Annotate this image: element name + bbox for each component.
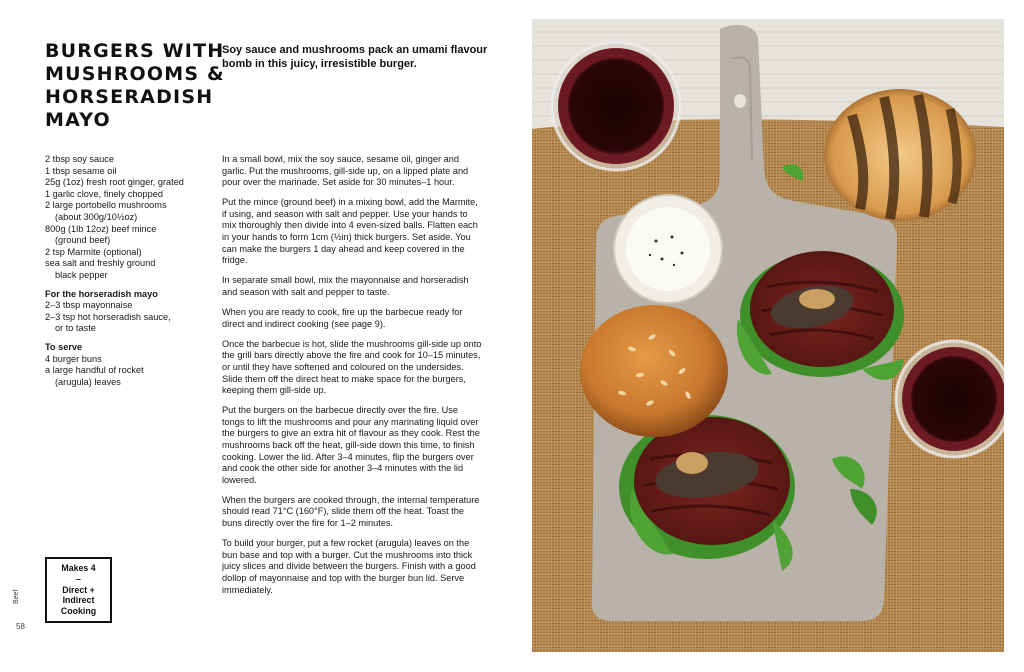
ingredient-item: 2 large portobello mushrooms [45, 200, 167, 211]
ingredient-item: 800g (1lb 12oz) beef mince [45, 223, 157, 234]
info-line: Direct + [62, 584, 95, 595]
method-step: Put the mince (ground beef) in a mixing bowl, add the Marmite, if using, and season with salt and pepper. Use your hands to mix thoroughly then divide into 4 even-sized balls. Flatten each in your hands to form 1cm (½in) thick burgers. Set aside. You can make the burgers 1 day ahead and keep covered in the fridge. [222, 197, 478, 266]
method-step: When the burgers are cooked through, the internal temperature should read 71°C (160°F), slide them off the heat. Toast the buns directly over the fire for 1–2 minutes. [222, 494, 480, 529]
info-line: Cooking [60, 606, 97, 617]
ingredient-item: (about 300g/10½oz) [55, 211, 138, 222]
recipe-title-line: MAYO [45, 109, 111, 131]
info-line: Makes 4 [61, 563, 96, 573]
mayo-heading: For the horseradish mayo [45, 288, 158, 299]
method-steps [222, 154, 482, 605]
wine-glass-right [896, 341, 1004, 457]
ingredients-mayo [45, 300, 215, 335]
ingredient-item: black pepper [55, 269, 108, 280]
horseradish-mayo-ramekin [614, 195, 722, 303]
ingredient-item: or to taste [55, 323, 96, 334]
method-step: Put the burgers on the barbecue directly over the fire. Use tongs to lift the mushrooms and pour any marinating liquid over the burgers to give an extra hit of flavour as they cook. Rest the mushrooms back off the heat, gill-side down this time, to finish cooking. Lower the lid. After 3–4 minutes, flip the burgers over and cook the other side for another 3–4 minutes with the lid lowered. [222, 405, 480, 485]
recipe-title [45, 40, 225, 132]
method-step: To build your burger, put a few rocket (arugula) leaves on the bun base and top with a burger. Cut the mushrooms into thick juicy slices and divide between the burgers. Finish with a good dollop of mayonnaise and top with the burger bun lid. Serve immediately. [222, 538, 476, 595]
ingredients-serve [45, 354, 215, 389]
burger-photo-illustration [532, 19, 1004, 652]
recipe-title-line: HORSERADISH [45, 86, 214, 108]
ingredient-item: (arugula) leaves [55, 376, 121, 387]
recipe-title-line: MUSHROOMS & [45, 63, 225, 85]
ingredients-main [45, 154, 215, 282]
ingredient-item: 2 tsp Marmite (optional) [45, 246, 142, 257]
info-line: Indirect [62, 595, 95, 606]
ingredient-item: 2 tbsp soy sauce [45, 154, 114, 164]
ingredient-item: (ground beef) [55, 235, 111, 246]
method-step: In separate small bowl, mix the mayonnaise and horseradish and season with salt and pepper to taste. [222, 275, 469, 297]
page-number: 58 [16, 622, 25, 631]
method-step: In a small bowl, mix the soy sauce, sesame oil, ginger and garlic. Put the mushrooms, gill-side up, on a lipped plate and pour over the marinade. Set aside for 30 minutes–1 hour. [222, 154, 469, 188]
ingredient-item: 4 burger buns [45, 353, 102, 364]
wine-glass-top [552, 42, 680, 170]
ingredient-item: 2–3 tbsp mayonnaise [45, 300, 133, 311]
ingredient-item: 1 garlic clove, finely chopped [45, 188, 163, 199]
info-line: – [76, 573, 81, 584]
yield-info-box [45, 557, 112, 623]
ingredient-item: 2–3 tsp hot horseradish sauce, [45, 311, 171, 322]
seeded-bun [580, 305, 728, 437]
method-step: When you are ready to cook, fire up the barbecue ready for direct and indirect cooking (see page 9). [222, 307, 463, 329]
burger-photo [532, 19, 1004, 652]
ingredients-list [45, 154, 215, 388]
serve-heading: To serve [45, 341, 83, 352]
toasted-bun [824, 89, 976, 221]
ingredient-item: 25g (1oz) fresh root ginger, grated [45, 177, 184, 188]
section-label: Beef [13, 589, 20, 604]
recipe-intro: Soy sauce and mushrooms pack an umami flavour bomb in this juicy, irresistible burger. [222, 44, 488, 70]
recipe-title-line: BURGERS WITH [45, 40, 225, 62]
ingredient-item: sea salt and freshly ground [45, 258, 156, 269]
ingredient-item: 1 tbsp sesame oil [45, 165, 117, 176]
ingredient-item: a large handful of rocket [45, 365, 144, 376]
method-step: Once the barbecue is hot, slide the mushrooms gill-side up onto the grill bars directly above the fire and cook for 10–15 minutes, or until they have softened and coloured on the undersides. Slide them off the direct heat to make space for the burgers, keeping them gill-side up. [222, 338, 482, 396]
